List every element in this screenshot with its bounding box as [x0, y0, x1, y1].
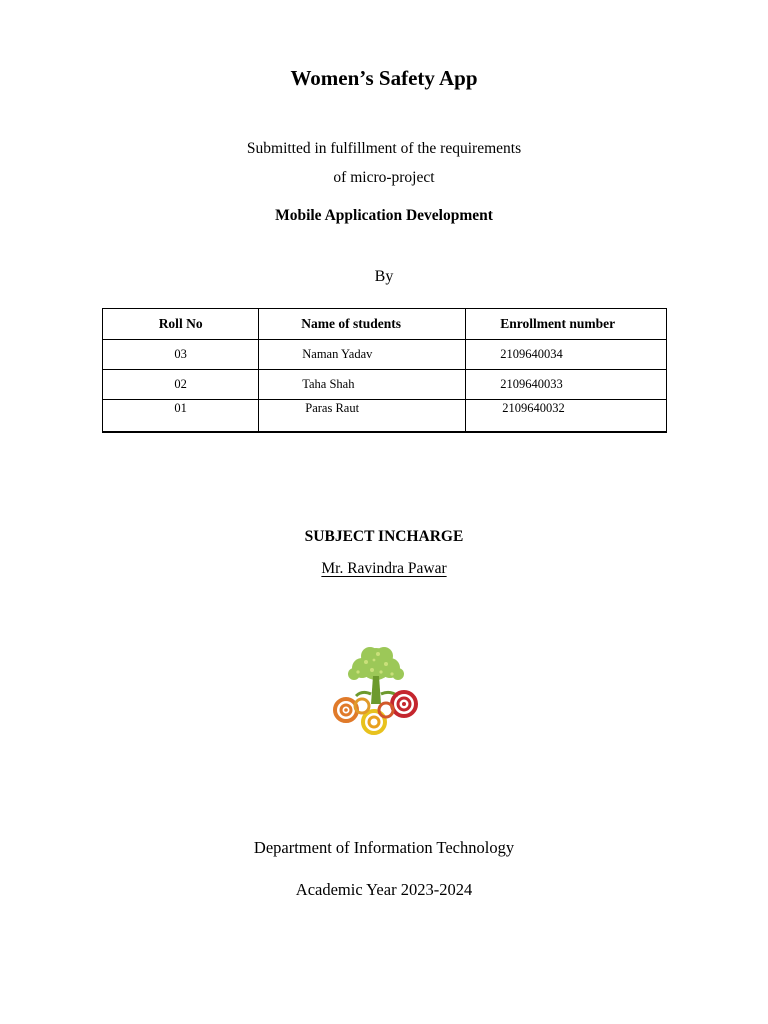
- cell-student-name: Paras Raut: [259, 400, 466, 433]
- academic-year: Academic Year 2023-2024: [295, 880, 473, 899]
- cell-enrollment-number: 2109640034: [466, 340, 667, 370]
- table-row: [103, 370, 667, 400]
- header-enrollment-number: Enrollment number: [466, 309, 667, 340]
- table-row: [103, 400, 667, 433]
- by-label: By: [374, 268, 394, 285]
- table-row: [103, 340, 667, 370]
- document-title: Women’s Safety App: [290, 66, 478, 90]
- table-header-row: [103, 309, 667, 340]
- subject-name: Mobile Application Development: [275, 207, 493, 224]
- submission-line-2: of micro-project: [333, 169, 435, 186]
- subject-incharge-heading: SUBJECT INCHARGE: [304, 528, 464, 545]
- header-roll-no: Roll No: [103, 309, 259, 340]
- header-student-name: Name of students: [259, 309, 466, 340]
- subject-incharge-name-line: [0, 560, 768, 578]
- cell-roll-no: 02: [103, 370, 259, 400]
- cell-enrollment-number: 2109640033: [466, 370, 667, 400]
- subject-incharge-name: Mr. Ravindra Pawar: [321, 560, 447, 577]
- tree-with-rings-logo-icon: [326, 644, 426, 736]
- cell-student-name: Taha Shah: [259, 370, 466, 400]
- submission-line-1: Submitted in fulfillment of the requirements: [246, 140, 522, 157]
- students-table: [102, 308, 667, 433]
- cell-student-name: Naman Yadav: [259, 340, 466, 370]
- cell-enrollment-number: 2109640032: [466, 400, 667, 433]
- cell-roll-no: 03: [103, 340, 259, 370]
- cell-roll-no: 01: [103, 400, 259, 433]
- department-name: Department of Information Technology: [253, 838, 515, 857]
